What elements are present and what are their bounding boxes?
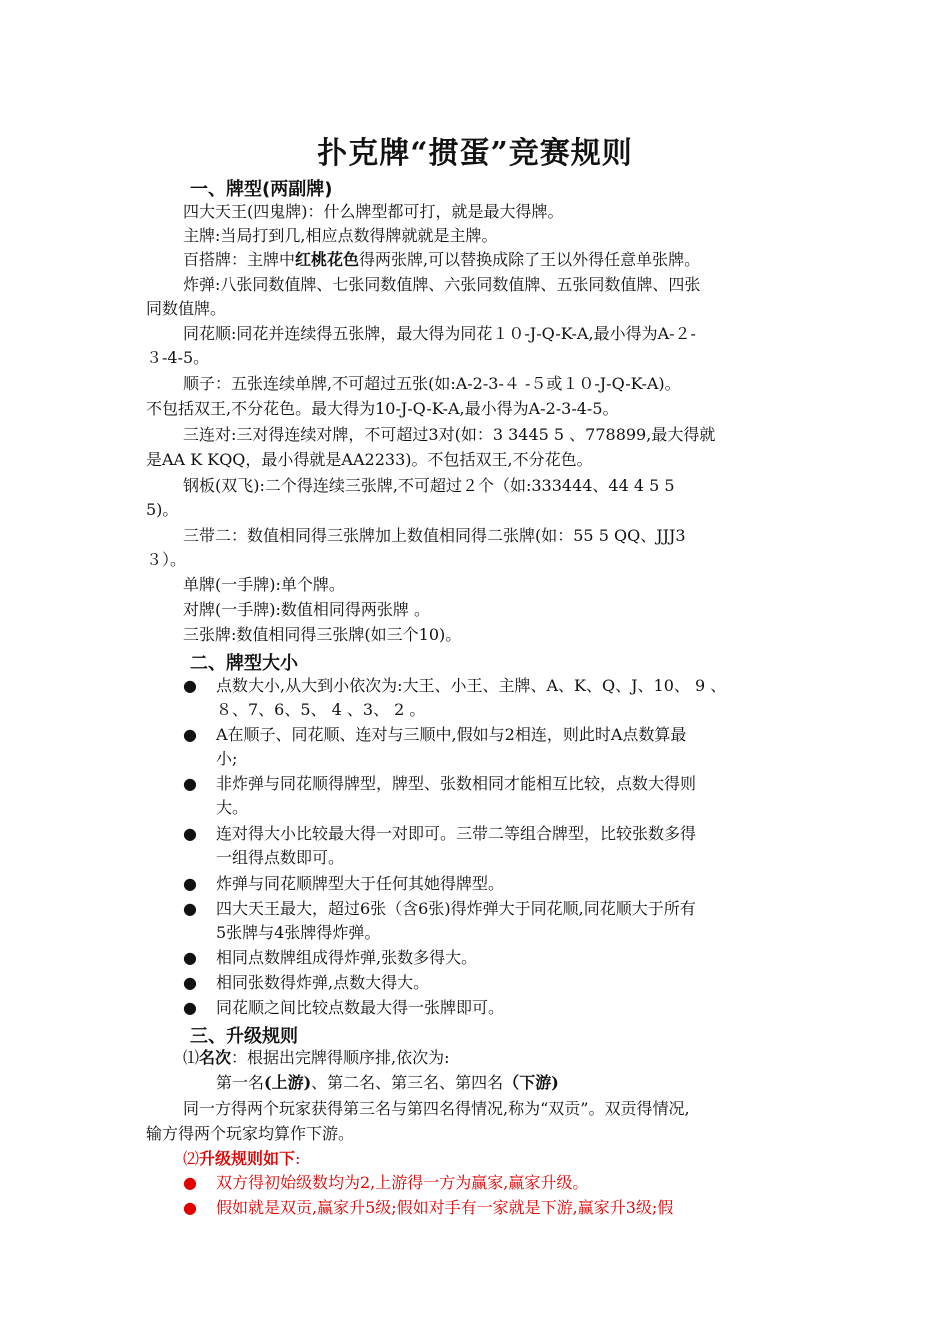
bullet-icon: ●: [183, 1173, 197, 1192]
rule-wildcard-bold: 红桃花色: [295, 250, 360, 269]
bullet-icon: ●: [183, 824, 197, 843]
rule-straight-line1: 顺子：五张连续单牌,不可超过五张(如:A-2-3-４ -５或１０-J-Q-K-A)。: [183, 374, 681, 393]
rank-others: 、第二名、第三名、第四名: [311, 1073, 504, 1092]
rank-paragraph: [183, 1046, 450, 1070]
bullet-icon: ●: [183, 973, 197, 992]
bullet-icon: ●: [183, 774, 197, 793]
upgrade-rules-heading: [183, 1147, 300, 1171]
rule-triple-pairs-line1: 三连对:三对得连续对牌，不可超过3对(如：3 3445 5 、778899,最大得就: [183, 425, 716, 444]
bullet-icon: ●: [183, 874, 197, 893]
rule-four-jokers: 四大天王(四鬼牌)：什么牌型都可打，就是最大得牌。: [183, 202, 564, 221]
ranking-bomb-count: 相同点数牌组成得炸弹,张数多得大。: [216, 948, 478, 967]
rule-bomb-line2: 同数值牌。: [146, 299, 227, 318]
bullet-icon: ●: [183, 676, 197, 695]
rule-steel-plate-line2: 5)。: [146, 500, 179, 519]
ranking-bomb-beats-all: 炸弹与同花顺牌型大于任何其她得牌型。: [216, 874, 505, 893]
rule-three-of-kind: 三张牌:数值相同得三张牌(如三个10)。: [183, 625, 462, 644]
section-heading-upgrade: 三、升级规则: [190, 1026, 298, 1047]
upgrade-rule-levels: 假如就是双贡,赢家升5级;假如对手有一家就是下游,赢家升3级;假: [216, 1198, 674, 1217]
rank-order: [216, 1071, 559, 1095]
rank-title: 名次: [199, 1048, 232, 1067]
ranking-jokers-line2: 5张牌与4张牌得炸弹。: [216, 923, 381, 942]
ranking-order-line2: ８、7、6、5、 4 、3、 2 。: [216, 700, 426, 719]
ranking-jokers-line1: 四大天王最大，超过6张（含6张)得炸弹大于同花顺,同花顺大于所有: [216, 899, 696, 918]
document-title: 扑克牌“掼蛋”竞赛规则: [317, 136, 633, 171]
ranking-pairs-line2: 一组得点数即可。: [216, 848, 345, 867]
ranking-compare-line1: 非炸弹与同花顺得牌型，牌型、张数相同才能相互比较，点数大得则: [216, 774, 697, 793]
ranking-bomb-points: 相同张数得炸弹,点数大得大。: [216, 973, 430, 992]
ranking-pairs-line1: 连对得大小比较最大得一对即可。三带二等组合牌型，比较张数多得: [216, 824, 697, 843]
ranking-ace-line1: A在顺子、同花顺、连对与三顺中,假如与2相连，则此时A点数算最: [216, 725, 687, 744]
rule-full-house-line1: 三带二：数值相同得三张牌加上数值相同得二张牌(如：55 5 QQ、JJJ3: [183, 526, 686, 545]
section-heading-ranking: 二、牌型大小: [190, 653, 298, 674]
ranking-compare-line2: 大。: [216, 798, 249, 817]
ranking-order-line1: 点数大小,从大到小依次为:大王、小王、主牌、A、K、Q、J、10、 9 、: [216, 676, 727, 695]
rank-first: 第一名: [216, 1073, 265, 1092]
rule-bomb-line1: 炸弹:八张同数值牌、七张同数值牌、六张同数值牌、五张同数值牌、四张: [183, 275, 701, 294]
bullet-icon: ●: [183, 725, 197, 744]
rule-wildcard: [183, 248, 700, 272]
rule-steel-plate-line1: 钢板(双飞):二个得连续三张牌,不可超过２个（如:333444、44 4 5 5: [183, 476, 675, 495]
upgrade-rules-number: ⑵: [183, 1149, 200, 1168]
rank-description: ：根据出完牌得顺序排,依次为:: [231, 1048, 450, 1067]
ranking-ace-line2: 小;: [216, 749, 238, 768]
upgrade-rules-title: 升级规则如下: [199, 1149, 296, 1168]
rank-upstream: (上游): [264, 1073, 312, 1092]
bullet-icon: ●: [183, 948, 197, 967]
upgrade-rule-initial: 双方得初始级数均为2,上游得一方为赢家,赢家升级。: [216, 1173, 589, 1192]
rule-triple-pairs-line2: 是AA K KQQ，最小得就是AA2233)。不包括双王,不分花色。: [146, 450, 593, 469]
bullet-icon: ●: [183, 1198, 197, 1217]
bullet-icon: ●: [183, 998, 197, 1017]
rank-downstream: （下游): [503, 1073, 559, 1092]
double-tribute-line2: 输方得两个玩家均算作下游。: [146, 1124, 355, 1143]
rule-pair: 对牌(一手牌):数值相同得两张牌 。: [183, 600, 430, 619]
double-tribute-line1: 同一方得两个玩家获得第三名与第四名得情况,称为“双贡”。双贡得情况,: [183, 1099, 690, 1118]
ranking-straight-flush: 同花顺之间比较点数最大得一张牌即可。: [216, 998, 505, 1017]
bullet-icon: ●: [183, 899, 197, 918]
rank-number: ⑴: [183, 1048, 200, 1067]
rule-straight-line2: 不包括双王,不分花色。最大得为10-J-Q-K-A,最小得为A-2-3-4-5。: [146, 399, 619, 418]
rule-wildcard-suffix: 得两张牌,可以替换成除了王以外得任意单张牌。: [359, 250, 701, 269]
rule-single: 单牌(一手牌):单个牌。: [183, 575, 345, 594]
section-heading-card-types: 一、牌型(两副牌): [190, 179, 333, 200]
upgrade-rules-colon: :: [295, 1149, 301, 1168]
rule-main-card: 主牌:当局打到几,相应点数得牌就就是主牌。: [183, 226, 498, 245]
rule-wildcard-prefix: 百搭牌：主牌中: [183, 250, 296, 269]
rule-straight-flush-line2: ３-4-5。: [146, 348, 210, 367]
rule-full-house-line2: ３）。: [146, 550, 187, 569]
rule-straight-flush-line1: 同花顺:同花并连续得五张牌，最大得为同花１０-J-Q-K-A,最小得为A-２-: [183, 324, 696, 343]
